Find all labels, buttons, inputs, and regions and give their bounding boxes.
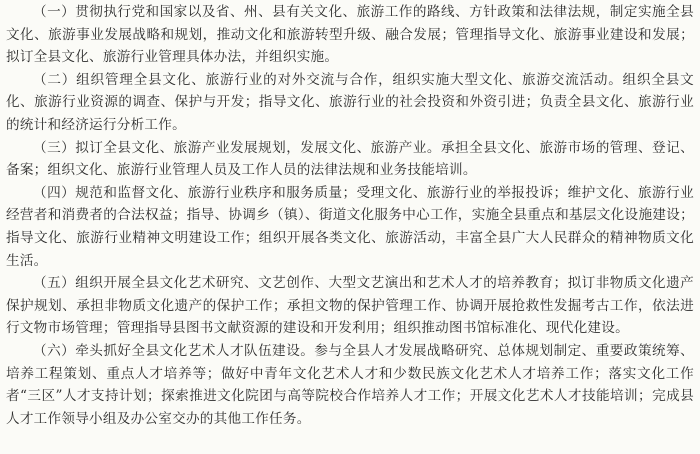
paragraph-3: （三）拟订全县文化、旅游产业发展规划，发展文化、旅游产业。承担全县文化、旅游市场的管理、登记、备案；组织文化、旅游行业管理人员及工作人员的法律法规和业务技能培训。 (6, 139, 694, 179)
paragraph-4: （四）规范和监督文化、旅游行业秩序和服务质量；受理文化、旅游行业的举报投诉；维护文化、旅游行业经营者和消费者的合法权益；指导、协调乡（镇）、街道文化服务中心工作，实施全县重点和基层文化设施建设；指导文化、旅游行业精神文明建设工作；组织开展各类文化、旅游活动，丰富全县广大人民群众的精神物质文化生活。 (6, 184, 694, 269)
paragraph-2: （二）组织管理全县文化、旅游行业的对外交流与合作，组织实施大型文化、旅游交流活动。组织全县文化、旅游行业资源的调查、保护与开发；指导文化、旅游行业的社会投资和外资引进；负责全县文化、旅游行业的统计和经济运行分析工作。 (6, 71, 694, 133)
paragraph-6: （六）牵头抓好全县文化艺术人才队伍建设。参与全县人才发展战略研究、总体规划制定、重要政策统筹、培养工程策划、重点人才培养等；做好中青年文化艺术人才和少数民族文化艺术人才培养工作；落实文化工作者“三区”人才支持计划；探索推进文化院团与高等院校合作培养人才工作；开展文化艺术人才技能培训；完成县人才工作领导小组及办公室交办的其他工作任务。 (6, 342, 694, 427)
paragraph-1: （一）贯彻执行党和国家以及省、州、县有关文化、旅游工作的路线、方针政策和法律法规，制定实施全县文化、旅游事业发展战略和规划，推动文化和旅游转型升级、融合发展；管理指导文化、旅游事业建设和发展；拟订全县文化、旅游行业管理具体办法，并组织实施。 (6, 4, 694, 66)
paragraph-5: （五）组织开展全县文化艺术研究、文艺创作、大型文艺演出和艺术人才的培养教育；拟订非物质文化遗产保护规划、承担非物质文化遗产的保护工作；承担文物的保护管理工作、协调开展抢救性发掘考古工作，依法进行文物市场管理；管理指导县图书文献资源的建设和开发利用；组织推动图书馆标准化、现代化建设。 (6, 275, 694, 337)
